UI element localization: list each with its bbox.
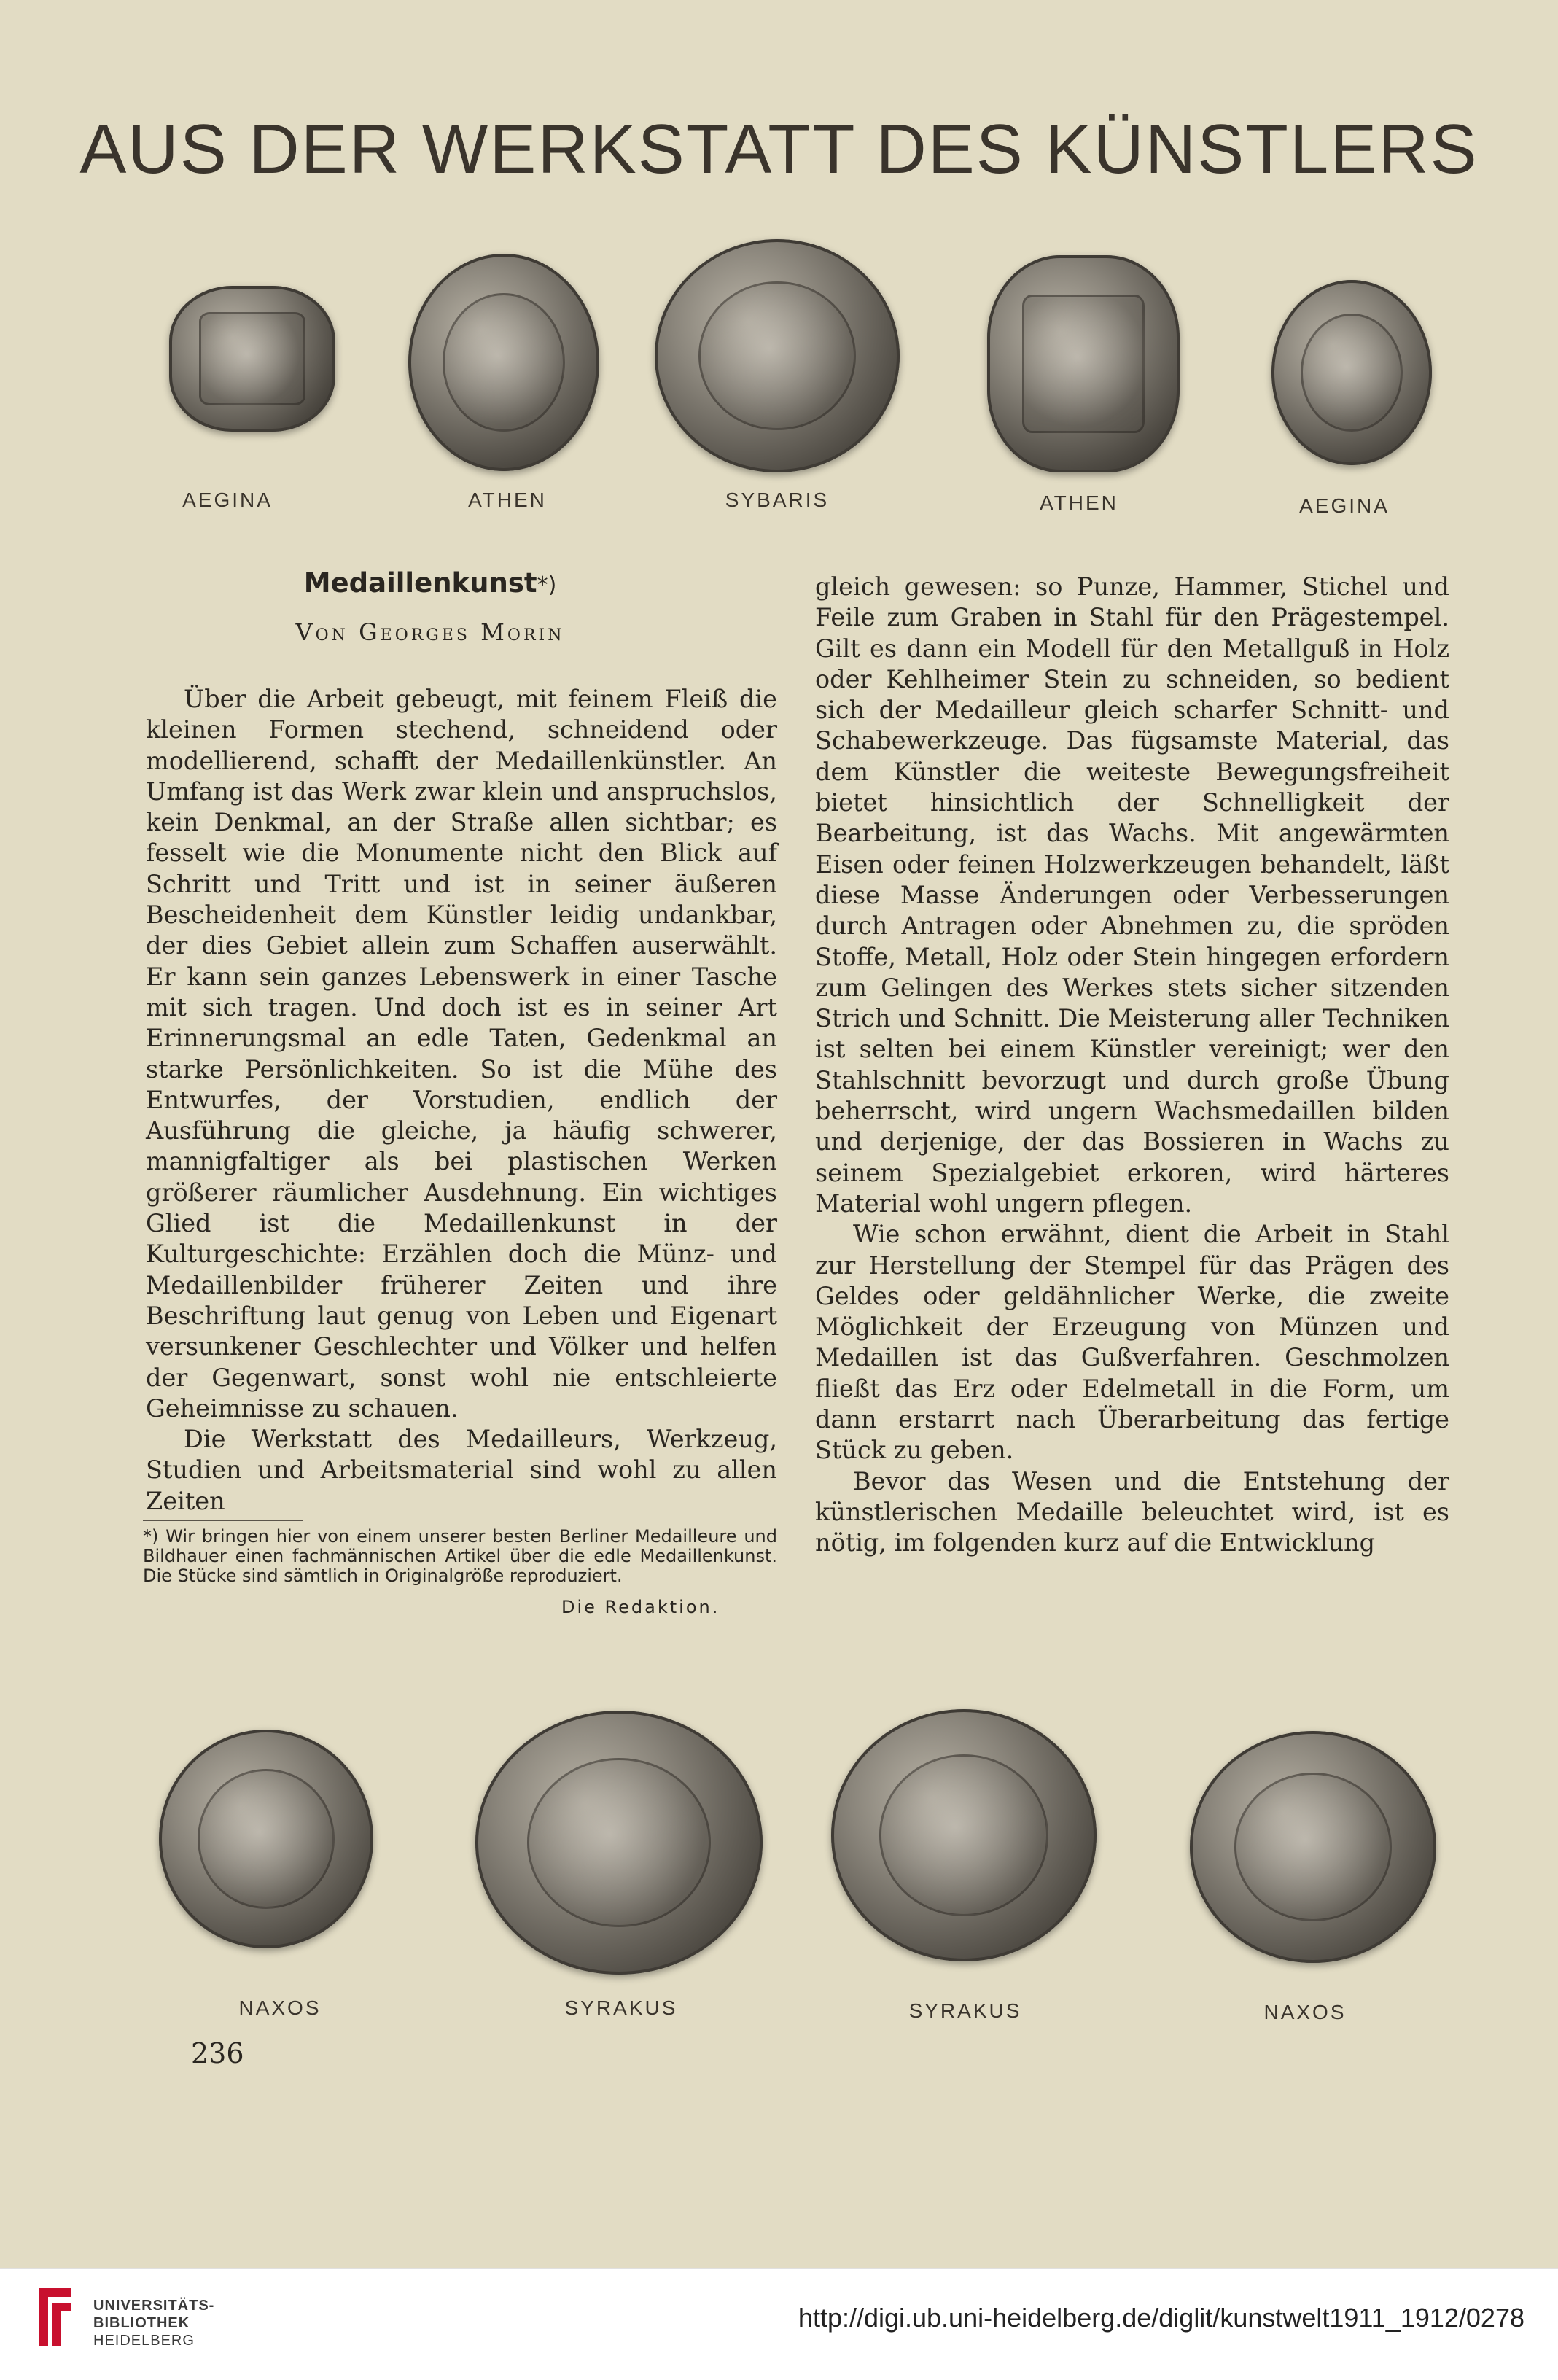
footnote-divider xyxy=(143,1520,303,1521)
left-column xyxy=(146,684,777,1517)
coin-arethusa-head-icon xyxy=(831,1709,1097,1961)
coin-quadriga-icon xyxy=(475,1711,763,1975)
coin-naxos-satyr-icon xyxy=(159,1730,373,1948)
coin-aegina-incuse-icon xyxy=(169,286,335,432)
paragraph: Über die Arbeit gebeugt, mit feinem Fleiß die kleinen Formen stechend, schneidend oder modellierend, schafft der Medaillenkünstler. An Umfang ist das Werk zwar klein und anspruchslos, kein Denkmal, an der Straße allen sichtbar; es fesselt wie die Monumente nicht den Blick auf Schritt und Tritt und ist in seiner äußeren Bescheidenheit dem Künstler leidig undankbar, der dies Gebiet allein zum Schaffen auserwählt. Er kann sein ganzes Lebenswerk in einer Tasche mit sich tragen. Und doch ist es in seiner Art Erinnerungsmal an edle Taten, Gedenkmal an starke Persönlichkeiten. So ist die Mühe des Entwurfes, der Vorstudien, endlich der Ausführung die gleiche, ja häufig schwerer, mannigfaltiger als bei plastischen Werken größerer räumlicher Ausdehnung. Ein wichtiges Glied ist die Medaillenkunst in der Kulturgeschichte: Erzählen doch die Münz- und Medaillenbilder früherer Zeiten und ihre Beschriftung laut genug von Leben und Eigenart versunkener Geschlechter und Völker und helfen der Gegenwart, sonst wohl nie entschleierte Geheimnisse zu schauen. xyxy=(146,685,777,1423)
coin-turtle-icon xyxy=(1271,280,1432,465)
coin-label: SYRAKUS xyxy=(908,1999,1022,2022)
permalink-url[interactable]: http://digi.ub.uni-heidelberg.de/diglit/kunstwelt1911_1912/0278 xyxy=(798,2303,1524,2333)
coin-label: ATHEN xyxy=(1040,491,1118,514)
coin-bull-icon xyxy=(655,239,900,472)
coin-label: SYRAKUS xyxy=(564,1996,678,2019)
coin-athena-head-icon xyxy=(408,254,599,471)
paragraph: Die Werkstatt des Medailleurs, Werkzeug, Studien und Arbeitsmaterial sind wohl zu allen Zeiten xyxy=(146,1425,777,1515)
coin-label: NAXOS xyxy=(1263,2001,1347,2023)
article-title-text: Medaillenkunst xyxy=(303,567,537,599)
right-column xyxy=(815,572,1449,1559)
coin-label: AEGINA xyxy=(182,489,273,511)
coin-dionysos-head-icon xyxy=(1190,1731,1436,1963)
footnote: *) Wir bringen hier von einem unserer besten Berliner Medailleure und Bildhauer einen fachmännischen Artikel über die edle Medaillenkunst. Die Stücke sind sämtlich in Originalgröße reproduziert. xyxy=(143,1526,777,1586)
library-name-line: UNIVERSITÄTS- xyxy=(93,2298,215,2314)
paragraph: Bevor das Wesen und die Entstehung der künstlerischen Medaille beleuchtet wird, ist es nötig, im folgenden kurz auf die Entwicklung xyxy=(815,1466,1449,1558)
coin-label: SYBARIS xyxy=(725,489,830,511)
coin-label: AEGINA xyxy=(1299,494,1390,517)
library-name-line: HEIDELBERG xyxy=(93,2333,195,2349)
library-logo-icon[interactable] xyxy=(34,2281,77,2354)
article-title xyxy=(146,567,714,599)
page-number: 236 xyxy=(191,2037,244,2069)
coin-label: NAXOS xyxy=(238,1996,322,2019)
article-byline: Von Georges Morin xyxy=(295,618,565,646)
library-name xyxy=(93,2297,214,2349)
masthead-title: AUS DER WERKSTATT DES KÜNSTLERS xyxy=(79,110,1479,188)
footnote-mark: *) xyxy=(537,572,557,598)
paragraph: Wie schon erwähnt, dient die Arbeit in Stahl zur Herstellung der Stempel für das Prägen des Geldes oder geldähnlicher Werke, die zweite Möglichkeit der Erzeugung von Münzen und Medaillen ist das Gußverfahren. Geschmolzen fließt das Erz oder Edelmetall in die Form, um dann erstarrt nach Überarbeitung das fertige Stück zu geben. xyxy=(815,1220,1449,1465)
coin-label: ATHEN xyxy=(468,489,547,511)
paragraph: gleich gewesen: so Punze, Hammer, Stichel und Feile zum Graben in Stahl für den Prägestempel. Gilt es dann ein Modell für den Metallguß in Holz oder Kehlheimer Stein zu schneiden, so bedient sich der Medailleur gleich scharfer Schnitt- und Schabewerkzeuge. Das fügsamste Material, das dem Künstler die weiteste Bewegungsfreiheit bietet hinsichtlich der Schnelligkeit der Bearbeitung, ist das Wachs. Mit angewärmten Eisen oder feinen Holzwerkzeugen behandelt, läßt diese Masse Änderungen oder Verbesserungen durch Antragen oder Abnehmen zu, die spröden Stoffe, Metall, Holz oder Stein hingegen erfordern zum Gelingen des Werkes stets sicher sitzenden Strich und Schnitt. Die Meisterung aller Techniken ist selten bei einem Künstler vereinigt; wer den Stahlschnitt bevorzugt und durch große Übung beherrscht, wird ungern Wachsmedaillen bilden und derjenige, der das Bossieren in Wachs zu seinem Spezialgebiet erkoren, wird härteres Material wohl ungern pflegen. xyxy=(815,572,1449,1218)
coin-owl-icon xyxy=(987,255,1180,472)
library-name-line: BIBLIOTHEK xyxy=(93,2315,190,2331)
footnote-signature: Die Redaktion. xyxy=(561,1597,720,1617)
